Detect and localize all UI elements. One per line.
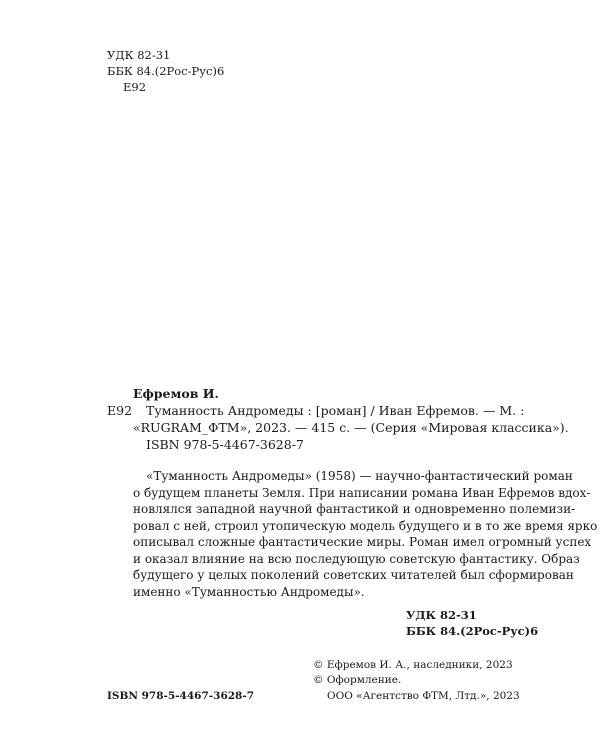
card-isbn: ISBN 978-5-4467-3628-7 [146, 437, 304, 452]
udk-code: УДК 82-31 [107, 48, 171, 62]
card-description-line-2: «RUGRAM_ФТМ», 2023. — 415 с. — (Серия «Мировая классика»). [133, 420, 569, 435]
card-description-line-1: Туманность Андромеды : [роман] / Иван Ефремов. — М. : [146, 403, 525, 418]
card-author-mark: Е92 [107, 403, 133, 418]
author-mark: Е92 [123, 80, 147, 94]
annotation-line: именно «Туманностью Андромеды». [133, 584, 365, 599]
copyright-author: © Ефремов И. А., наследники, 2023 [313, 659, 513, 671]
copyright-publisher: ООО «Агентство ФТМ, Лтд.», 2023 [327, 690, 520, 702]
bottom-bbk-code: ББК 84.(2Рос-Рус)6 [406, 624, 539, 638]
annotation-line: описывал сложные фантастические миры. Роман имел огромный успех [133, 535, 592, 549]
author-heading: Ефремов И. [133, 386, 219, 401]
footer-isbn: ISBN 978-5-4467-3628-7 [107, 690, 255, 702]
annotation-line: о будущем планеты Земля. При написании романа Иван Ефремов вдох- [133, 485, 591, 500]
bbk-code: ББК 84.(2Рос-Рус)6 [107, 64, 225, 78]
annotation-line: ровал с ней, строил утопическую модель будущего и в то же время ярко [133, 518, 598, 533]
annotation-line: новлялся западной научной фантастикой и одновременно полемизи- [133, 502, 576, 516]
bottom-udk-code: УДК 82-31 [406, 608, 477, 622]
annotation-line: «Туманность Андромеды» (1958) — научно-фантастический роман [146, 469, 573, 483]
annotation-line: и оказал влияние на всю последующую советскую фантастику. Образ [133, 551, 580, 566]
annotation-line: будущего у целых поколений советских читателей был сформирован [133, 568, 574, 582]
copyright-design: © Оформление. [313, 674, 402, 686]
